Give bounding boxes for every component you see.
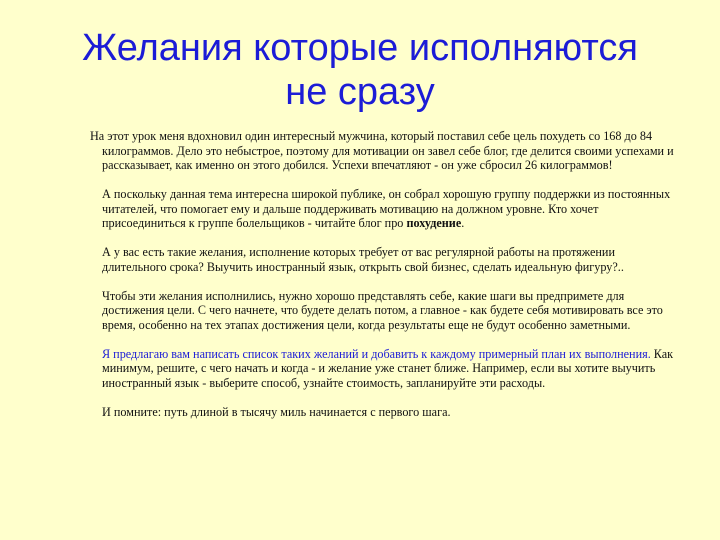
paragraph-question: А у вас есть такие желания, исполнение которых требует от вас регулярной работы на протяжении длительного срока? Выучить иностранный язык, открыть свой бизнес, сделать идеальную фигуру?.. <box>102 245 624 274</box>
paragraph-support-group <box>88 187 680 231</box>
slide-body <box>88 129 680 434</box>
paragraph-task <box>88 347 680 391</box>
paragraph-support-group-text: А поскольку данная тема интересна широкой публике, он собрал хорошую группу поддержки из постоянных читателей, что помогает ему и дальше поддерживать мотивацию на должном уровне. Кто хочет присоединиться к группе болельщиков - читайте блог про <box>102 187 671 230</box>
task-highlight: Я предлагаю вам написать список таких желаний и добавить к каждому примерный план их выполнения. <box>102 346 651 361</box>
slide-title-line-2: не сразу <box>285 71 435 113</box>
keyword-weight-loss: похудение <box>406 216 462 230</box>
task-rest: Как минимум, решите, с чего начать и когда - и желание уже станет ближе. Например, если вы хотите выучить иностранный язык - выберите способ, узнайте стоимость, запланируйте эти расходы. <box>102 346 674 390</box>
paragraph-support-group-end: . <box>461 216 465 230</box>
paragraph-closing: И помните: путь длиной в тысячу миль начинается с первого шага. <box>102 404 451 419</box>
slide-title-line-1: Желания которые исполняются <box>82 27 638 69</box>
slide-title <box>40 26 680 114</box>
paragraph-steps: Чтобы эти желания исполнились, нужно хорошо представлять себе, какие шаги вы предпримете для достижения цели. С чего начнете, что будете делать потом, а главное - как будете себя мотивировать все это время, особенно на тех этапах достижения цели, когда результаты еще не будут особенно заметными. <box>102 288 663 332</box>
paragraph-intro: На этот урок меня вдохновил один интересный мужчина, который поставил себе цель похудеть со 168 до 84 килограммов. Дело это небыстрое, поэтому для мотивации он завел себе блог, где делится своими успехами и рассказывает, как именно он этого добился. Успехи впечатляют - он уже сбросил 26 килограммов! <box>90 129 674 172</box>
